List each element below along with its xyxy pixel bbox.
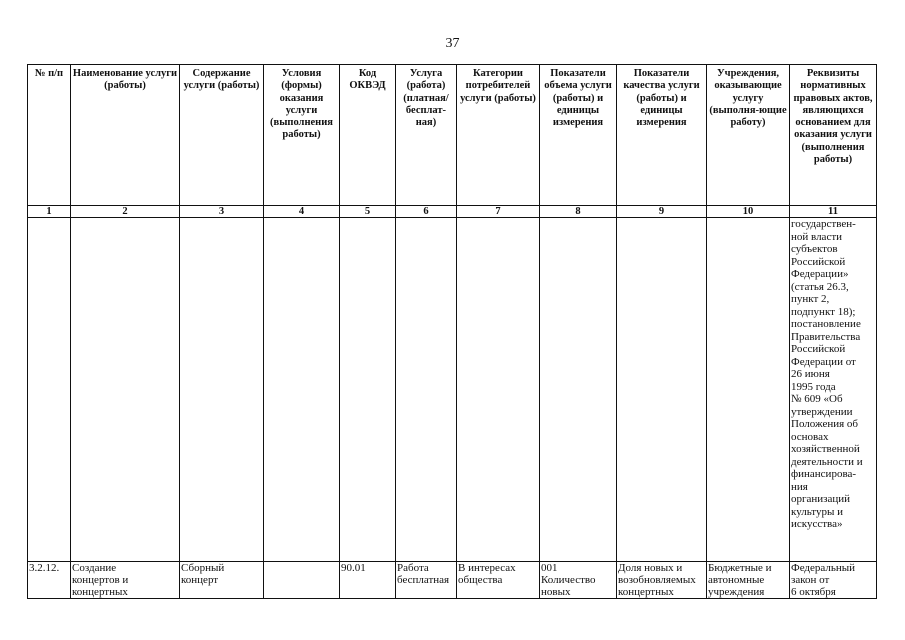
- empty-cell: [180, 218, 264, 562]
- header-service-conditions: Условия (формы) оказания услуги (выполнения работы): [264, 65, 340, 206]
- header-paid-free: Услуга (работа) (платная/ бесплат-ная): [396, 65, 457, 206]
- empty-cell: [617, 218, 707, 562]
- legal-acts-continuation: государствен- ной власти субъектов Российской Федерации» (статья 26.3, пункт 2, подпункт 18); постановление Правительства Российской Федерации от 26 июня 1995 года № 609 «Об утверждении Положения об основах хозяйственной деятельности и финансирова- ния организаций культуры и искусства»: [790, 218, 877, 562]
- column-number: 7: [457, 206, 540, 218]
- header-okved-code: Код ОКВЭД: [340, 65, 396, 206]
- header-number: № п/п: [28, 65, 71, 206]
- service-conditions: [264, 562, 340, 599]
- header-service-content: Содержание услуги (работы): [180, 65, 264, 206]
- continuation-row: [28, 218, 877, 562]
- column-number: 8: [540, 206, 617, 218]
- empty-cell: [707, 218, 790, 562]
- service-quality: Доля новых и возобновляемых концертных: [617, 562, 707, 599]
- header-service-name: Наименование услуги (работы): [71, 65, 180, 206]
- service-number: 3.2.12.: [28, 562, 71, 599]
- service-volume: 001 Количество новых: [540, 562, 617, 599]
- empty-cell: [71, 218, 180, 562]
- column-number: 5: [340, 206, 396, 218]
- empty-cell: [264, 218, 340, 562]
- header-consumer-categories: Категории потребителей услуги (работы): [457, 65, 540, 206]
- header-legal-acts: Реквизиты нормативных правовых актов, являющихся основанием для оказания услуги (выполнения работы): [790, 65, 877, 206]
- column-number-row: [28, 206, 877, 218]
- header-institutions: Учреждения, оказывающие услугу (выполня-ющие работу): [707, 65, 790, 206]
- service-content: Сборный концерт: [180, 562, 264, 599]
- service-paid-status: Работа бесплатная: [396, 562, 457, 599]
- column-number: 1: [28, 206, 71, 218]
- empty-cell: [28, 218, 71, 562]
- table-header-row: [28, 65, 877, 206]
- page-number: 37: [445, 36, 460, 51]
- column-number: 2: [71, 206, 180, 218]
- empty-cell: [457, 218, 540, 562]
- header-volume-indicators: Показатели объема услуги (работы) и единицы измерения: [540, 65, 617, 206]
- column-number: 10: [707, 206, 790, 218]
- header-quality-indicators: Показатели качества услуги (работы) и единицы измерения: [617, 65, 707, 206]
- column-number: 9: [617, 206, 707, 218]
- service-consumers: В интересах общества: [457, 562, 540, 599]
- empty-cell: [540, 218, 617, 562]
- empty-cell: [340, 218, 396, 562]
- services-registry-table: [27, 64, 877, 599]
- column-number: 11: [790, 206, 877, 218]
- column-number: 6: [396, 206, 457, 218]
- column-number: 3: [180, 206, 264, 218]
- column-number: 4: [264, 206, 340, 218]
- service-okved: 90.01: [340, 562, 396, 599]
- service-name: Создание концертов и концертных: [71, 562, 180, 599]
- service-legal-acts: Федеральный закон от 6 октября: [790, 562, 877, 599]
- empty-cell: [396, 218, 457, 562]
- service-row-3-2-12: [28, 562, 877, 599]
- service-institutions: Бюджетные и автономные учреждения: [707, 562, 790, 599]
